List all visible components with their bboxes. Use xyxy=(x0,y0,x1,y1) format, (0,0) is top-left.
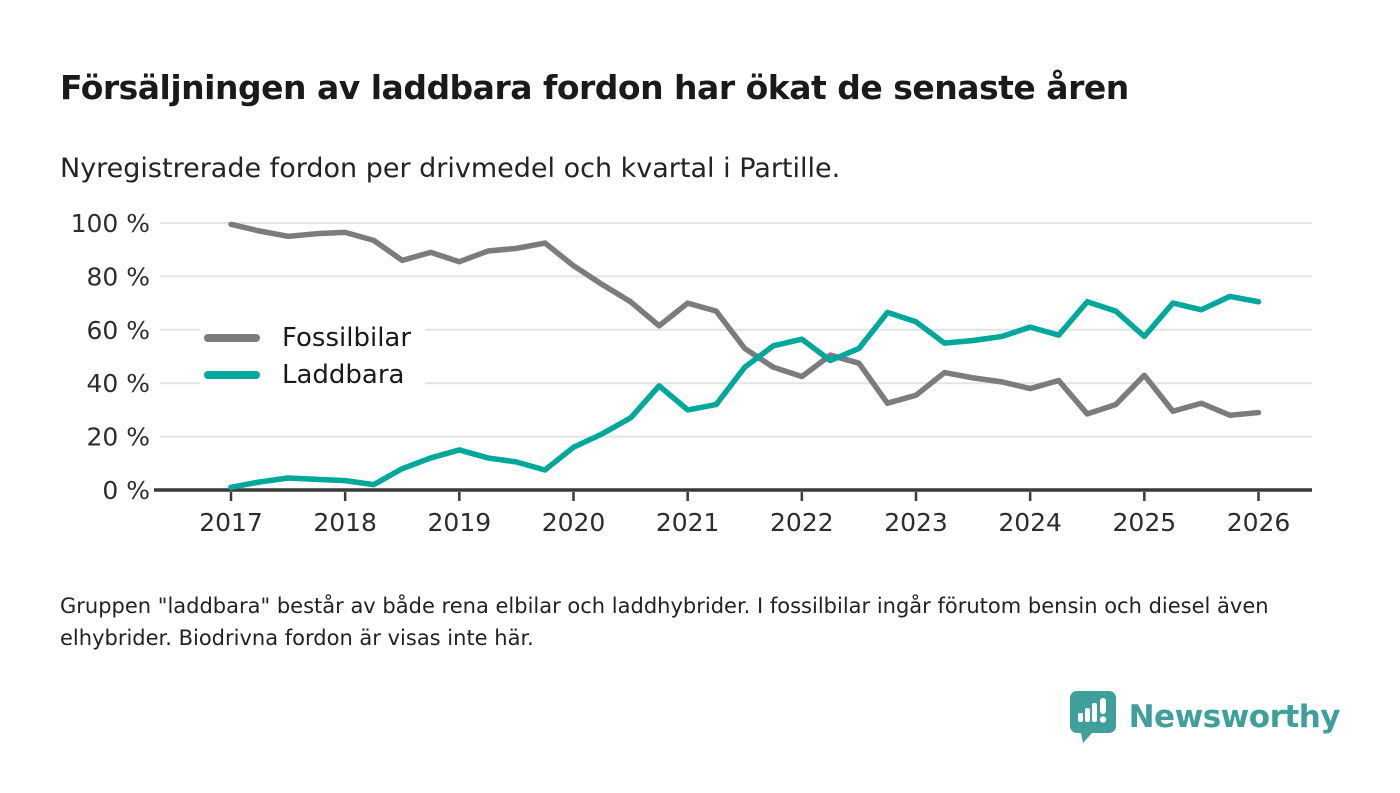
legend-label: Laddbara xyxy=(282,359,405,390)
x-axis-tick-label: 2019 xyxy=(427,508,492,537)
chart-subtitle: Nyregistrerade fordon per drivmedel och kvartal i Partille. xyxy=(60,153,841,184)
chart-title: Försäljningen av laddbara fordon har ökat de senaste åren xyxy=(60,68,1129,107)
y-axis-tick-label: 60 % xyxy=(86,315,150,345)
newsworthy-logo-text: Newsworthy xyxy=(1128,699,1340,735)
newsworthy-logo xyxy=(1069,690,1340,744)
y-axis-tick-label: 0 % xyxy=(102,476,150,505)
x-axis-tick-label: 2017 xyxy=(199,508,263,537)
x-axis-tick-label: 2025 xyxy=(1112,508,1177,537)
y-axis-tick-label: 100 % xyxy=(70,209,150,238)
fossilbilar-swatch-icon xyxy=(204,334,260,342)
newsworthy-logo-icon xyxy=(1069,690,1117,744)
legend-item-laddbara xyxy=(204,356,411,393)
legend-item-fossilbilar xyxy=(204,319,411,356)
y-axis-tick-label: 40 % xyxy=(86,369,150,399)
chart-legend xyxy=(200,317,425,395)
x-axis-tick-label: 2020 xyxy=(541,508,606,537)
x-axis-tick-label: 2026 xyxy=(1226,508,1291,537)
y-axis-tick-label: 80 % xyxy=(86,262,150,292)
x-axis-tick-label: 2024 xyxy=(998,508,1062,537)
x-axis-tick-label: 2018 xyxy=(313,508,377,537)
chart-footnote: Gruppen "laddbara" består av både rena elbilar och laddhybrider. I fossilbilar ingår förutom bensin och diesel även elhybrider. Biodrivna fordon är visas inte här. xyxy=(60,594,1269,650)
x-axis-tick-label: 2023 xyxy=(884,508,948,537)
legend-label: Fossilbilar xyxy=(282,322,412,353)
y-axis-tick-label: 20 % xyxy=(86,422,150,452)
x-axis-tick-label: 2022 xyxy=(770,508,834,537)
laddbara-swatch-icon xyxy=(204,371,260,379)
x-axis-tick-label: 2021 xyxy=(655,508,720,537)
